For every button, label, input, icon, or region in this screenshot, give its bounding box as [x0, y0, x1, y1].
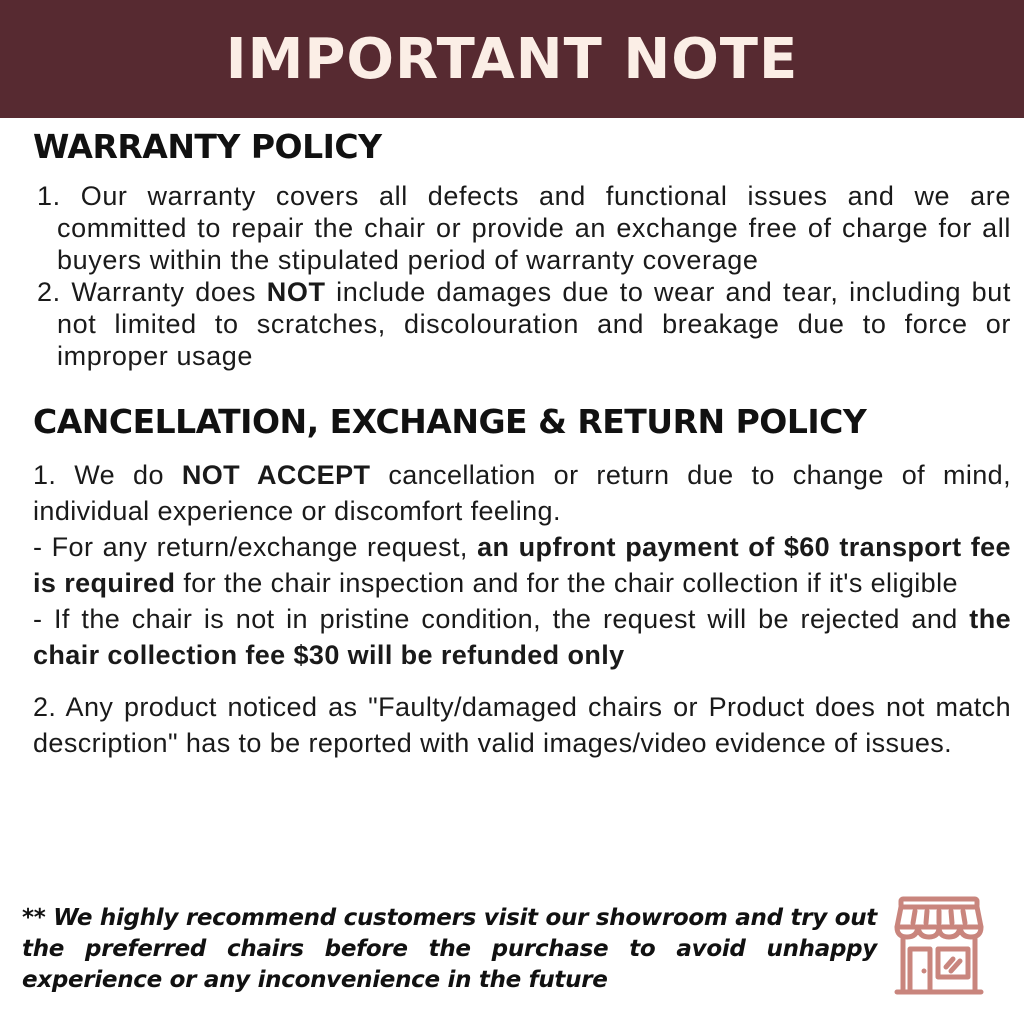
warranty-section — [33, 127, 1011, 372]
warranty-item-1 — [33, 180, 1011, 276]
warranty-item-text: include damages due to wear and tear, including but not limited to scratches, discolouration and breakage due to force or improper usage — [57, 277, 1011, 371]
cancellation-text: cancellation or return due to change of mind, individual experience or discomfort feeling. — [33, 460, 1011, 526]
cancellation-bold: the chair collection fee $30 will be refunded only — [33, 604, 1011, 670]
warranty-heading: WARRANTY POLICY — [33, 127, 382, 166]
cancellation-text: Any product noticed as "Faulty/damaged chairs or Product does not match description" has to be reported with valid images/video evidence of issues. — [33, 692, 1011, 758]
cancellation-text: - If the chair is not in pristine condition, the request will be rejected and — [33, 604, 970, 634]
cancellation-bold: NOT ACCEPT — [181, 460, 371, 490]
warranty-item-number: 2. — [37, 277, 61, 307]
storefront-icon — [893, 893, 985, 999]
showroom-note: ** We highly recommend customers visit our showroom and try out the preferred chairs before the purchase to avoid unhappy experience or any inconvenience in the future — [22, 905, 877, 993]
cancellation-item-number: 1. — [33, 460, 57, 490]
cancellation-item-2 — [33, 689, 1011, 761]
warranty-item-text: Warranty does — [71, 277, 267, 307]
page-title: IMPORTANT NOTE — [225, 26, 799, 92]
warranty-item-number: 1. — [37, 181, 61, 211]
cancellation-item-1 — [33, 457, 1011, 529]
cancellation-text: We do — [74, 460, 182, 490]
policy-content — [33, 127, 1011, 761]
warranty-item-bold: NOT — [266, 277, 326, 307]
warranty-item-2 — [33, 276, 1011, 372]
warranty-item-text: Our warranty covers all defects and functional issues and we are committed to repair the chair or provide an exchange free of charge for all buyers within the stipulated period of warranty coverage — [57, 181, 1011, 275]
cancellation-body — [33, 457, 1011, 761]
cancellation-section — [33, 402, 1011, 761]
header-banner — [0, 0, 1024, 118]
warranty-list — [33, 180, 1011, 372]
cancellation-item-number: 2. — [33, 692, 57, 722]
cancellation-text: - For any return/exchange request, — [33, 532, 478, 562]
cancellation-sub-1 — [33, 529, 1011, 601]
cancellation-bold: an upfront payment of $60 transport fee is required — [33, 532, 1011, 598]
cancellation-text: for the chair inspection and for the chair collection if it's eligible — [175, 568, 958, 598]
cancellation-sub-2 — [33, 601, 1011, 673]
cancellation-heading: CANCELLATION, EXCHANGE & RETURN POLICY — [33, 402, 867, 441]
